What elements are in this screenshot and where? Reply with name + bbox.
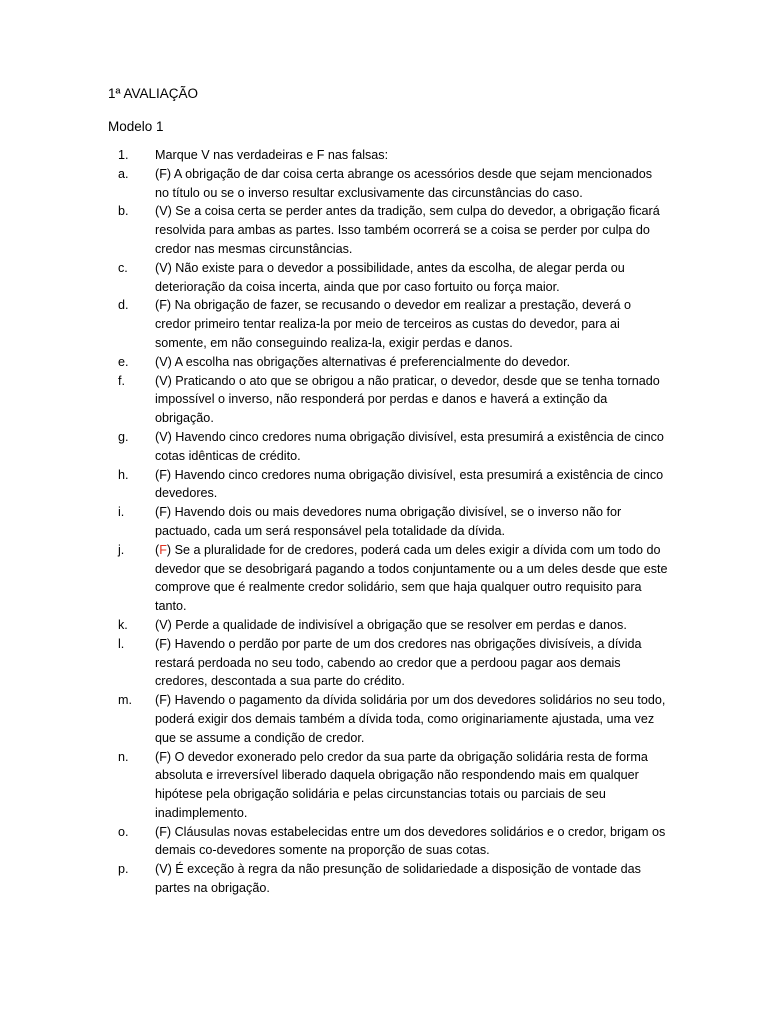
question-text xyxy=(155,541,668,616)
question-text: (F) O devedor exonerado pelo credor da sua parte da obrigação solidária resta de forma absoluta e irreversível liberado daquela obrigação não respondendo mais em qualquer hipótese pela obrigação solidária e pelas circunstancias totais ou parciais de seu inadimplemento. xyxy=(155,749,648,820)
question-text: (F) Havendo cinco credores numa obrigação divisível, esta presumirá a existência de cinco devedores. xyxy=(155,467,664,501)
question-marker: b. xyxy=(118,204,129,219)
question-text: (V) Não existe para o devedor a possibilidade, antes da escolha, de alegar perda ou deterioração da coisa incerta, ainda que por caso fortuito ou força maior. xyxy=(155,260,625,294)
question-text: (F) Na obrigação de fazer, se recusando o devedor em realizar a prestação, deverá o credor primeiro tentar realiza-la por meio de terceiros as custas do devedor, para ai somente, em não conseguindo realiza-la, exigir perdas e danos. xyxy=(155,298,632,350)
question-text: (V) Havendo cinco credores numa obrigação divisível, esta presumirá a existência de cinco cotas idênticas de crédito. xyxy=(155,429,664,463)
question-item-i xyxy=(108,503,668,541)
question-item-c xyxy=(108,259,668,297)
question-marker: 1. xyxy=(118,148,129,162)
question-item-j xyxy=(108,541,668,616)
question-text: (F) Havendo dois ou mais devedores numa obrigação divisível, se o inverso não for pactuado, cada um será responsável pela totalidade da dívida. xyxy=(155,505,622,538)
question-text: (F) Havendo o perdão por parte de um dos credores nas obrigações divisíveis, a dívida restará perdoada no seu todo, cabendo ao credor que a perdoou pagar aos demais credores, descontada a sua parte do crédito. xyxy=(155,636,642,689)
question-text: (F) Cláusulas novas estabelecidas entre um dos devedores solidários e o credor, brigam os demais co-devedores somente na proporção de suas cotas. xyxy=(155,824,666,858)
question-item-b xyxy=(108,202,668,258)
question-text: (V) Perde a qualidade de indivisível a obrigação que se resolver em perdas e danos. xyxy=(155,617,627,632)
document-subtitle: Modelo 1 xyxy=(108,119,164,134)
question-marker: i. xyxy=(118,505,125,520)
question-text: (V) É exceção à regra da não presunção de solidariedade a disposição de vontade das partes na obrigação. xyxy=(155,862,641,896)
question-item-m xyxy=(108,691,668,747)
question-item-l xyxy=(108,635,668,691)
question-list xyxy=(108,146,668,898)
question-item-a xyxy=(108,165,668,203)
question-marker: m. xyxy=(118,693,132,708)
question-text: (F) Havendo o pagamento da dívida solidária por um dos devedores solidários no seu todo, poderá exigir dos demais também a dívida toda, como originariamente ajustada, uma vez que se assume a condição de credor. xyxy=(155,693,666,745)
question-item-p xyxy=(108,860,668,898)
question-marker: p. xyxy=(118,862,129,877)
question-marker: f. xyxy=(118,373,125,388)
question-marker: n. xyxy=(118,749,129,764)
question-item-h xyxy=(108,466,668,504)
document-title: 1ª AVALIAÇÃO xyxy=(108,86,199,101)
question-text: (V) Praticando o ato que se obrigou a não praticar, o devedor, desde que se tenha tornado impossível o inverso, não responderá por perdas e danos e haverá a extinção da obrigação. xyxy=(155,373,660,426)
question-marker: c. xyxy=(118,260,128,275)
question-text: (V) A escolha nas obrigações alternativas é preferencialmente do devedor. xyxy=(155,354,571,369)
question-item-f xyxy=(108,372,668,428)
question-item-e xyxy=(108,353,668,372)
question-item-g xyxy=(108,428,668,466)
question-marker: d. xyxy=(118,298,129,313)
question-marker: g. xyxy=(118,429,129,444)
question-marker: h. xyxy=(118,467,129,482)
question-text: Marque V nas verdadeiras e F nas falsas: xyxy=(155,148,389,162)
question-statement: Se a pluralidade for de credores, poderá cada um deles exigir a dívida com um todo do devedor que se desobrigará pagando a todos conjuntamente ou a um deles desde que este comprove que é realmente credor solidário, sem que haja qualquer outro requisito para tanto. xyxy=(155,542,668,614)
question-marker: k. xyxy=(118,617,128,632)
question-item-n xyxy=(108,748,668,823)
question-marker: a. xyxy=(118,166,129,181)
question-marker: j. xyxy=(118,542,125,557)
verdict-close-paren: ) xyxy=(166,542,172,557)
question-item-k xyxy=(108,616,668,635)
question-text: (V) Se a coisa certa se perder antes da tradição, sem culpa do devedor, a obrigação ficará resolvida para ambas as partes. Isso também ocorrerá se a coisa se perder por culpa do credor nas mesmas circunstâncias. xyxy=(155,204,660,256)
question-marker: e. xyxy=(118,354,129,369)
question-text: (F) A obrigação de dar coisa certa abrange os acessórios desde que sejam mencionados no título ou se o inverso resultar exclusivamente das circunstâncias do caso. xyxy=(155,166,653,200)
verdict-letter-highlighted: F xyxy=(159,542,167,557)
question-item-d xyxy=(108,296,668,352)
question-item-1 xyxy=(108,146,668,165)
question-item-o xyxy=(108,823,668,861)
question-marker: l. xyxy=(118,636,125,651)
question-marker: o. xyxy=(118,824,129,839)
verdict-open-paren: ( xyxy=(155,542,160,557)
